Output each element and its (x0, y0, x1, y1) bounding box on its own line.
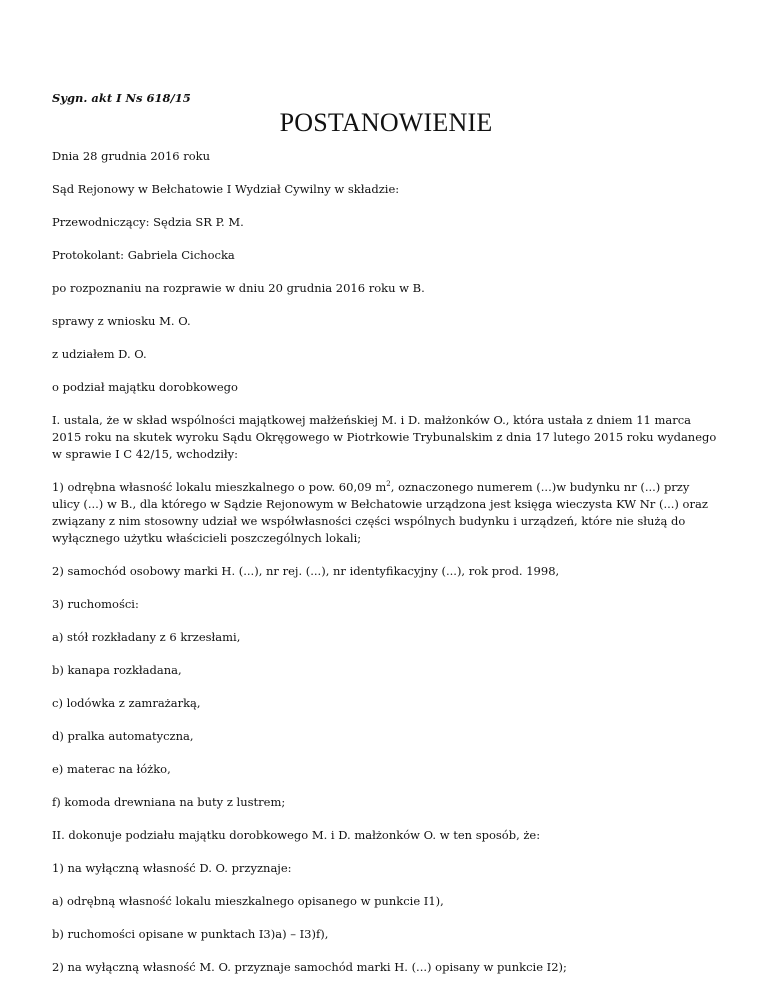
section-1-sub-f: f) komoda drewniana na buty z lustrem; (52, 795, 286, 809)
case-applicant: sprawy z wniosku M. O. (52, 314, 191, 328)
section-1-sub-c: c) lodówka z zamrażarką, (52, 696, 201, 710)
document-title: POSTANOWIENIE (279, 108, 493, 137)
case-signature: Sygn. akt I Ns 618/15 (52, 91, 191, 105)
section-1-item-3: 3) ruchomości: (52, 597, 139, 611)
item-1-text-start: 1) odrębna własność lokalu mieszkalnego o pow. 60,09 m (52, 480, 387, 494)
item-1-text-end: , oznaczonego numerem (...)w budynku nr (...) przy ulicy (...) w B., dla którego w Sądzie Rejonowym w Bełchatowie urządzona jest księga wieczysta KW Nr (...) oraz związany z nim stosowny udział we współwłasności części wspólnych budynku i urządzeń, które nie służą do wyłącznego użytku właścicieli poszczególnych lokali; (52, 480, 708, 545)
section-1-paragraph: I. ustala, że w skład wspólności majątkowej małżeńskiej M. i D. małżonków O., która ustała z dniem 11 marca 2015 roku na skutek wyroku Sądu Okręgowego w Piotrkowie Trybunalskim z dnia 17 lutego 2015 roku wydanego w sprawie I C 42/15, wchodziły: (52, 413, 717, 461)
section-2-item-1: 1) na wyłączną własność D. O. przyznaje: (52, 861, 292, 875)
section-1-item-2: 2) samochód osobowy marki H. (...), nr rej. (...), nr identyfikacyjny (...), rok prod. 1998, (52, 564, 560, 578)
document-body (52, 148, 720, 992)
decision-date: Dnia 28 grudnia 2016 roku (52, 149, 211, 163)
section-2-item-2: 2) na wyłączną własność M. O. przyznaje samochód marki H. (...) opisany w punkcie I2); (52, 960, 567, 974)
section-1-sub-b: b) kanapa rozkładana, (52, 663, 182, 677)
section-1-sub-e: e) materac na łóżko, (52, 762, 171, 776)
presiding-judge: Przewodniczący: Sędzia SR P. M. (52, 215, 244, 229)
square-meter-superscript: 2 (386, 480, 391, 488)
hearing-info: po rozpoznaniu na rozprawie w dniu 20 grudnia 2016 roku w B. (52, 281, 425, 295)
case-participant: z udziałem D. O. (52, 347, 147, 361)
court-composition: Sąd Rejonowy w Bełchatowie I Wydział Cywilny w składzie: (52, 182, 400, 196)
section-1-sub-a: a) stół rozkładany z 6 krzesłami, (52, 630, 241, 644)
section-1-item-1 (52, 479, 720, 547)
section-2-paragraph: II. dokonuje podziału majątku dorobkowego M. i D. małżonków O. w ten sposób, że: (52, 828, 541, 842)
section-2-sub-b: b) ruchomości opisane w punktach I3)a) – I3)f), (52, 927, 329, 941)
section-2-sub-a: a) odrębną własność lokalu mieszkalnego opisanego w punkcie I1), (52, 894, 444, 908)
case-subject: o podział majątku dorobkowego (52, 380, 238, 394)
court-clerk: Protokolant: Gabriela Cichocka (52, 248, 235, 262)
section-1-sub-d: d) pralka automatyczna, (52, 729, 194, 743)
